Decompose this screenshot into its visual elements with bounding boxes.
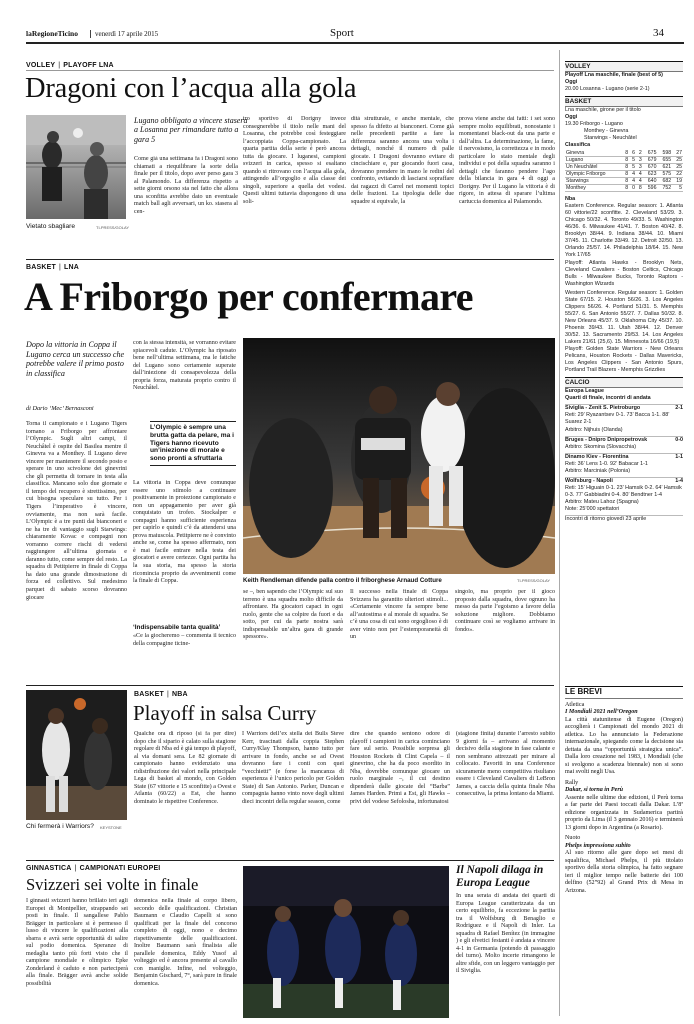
europa-league-label: Europa League xyxy=(565,388,604,395)
nba-west: Western Conference. Regular season: 1. Golden State 67/15. 2. Houston 56/26. 3. Los Angeles Clippers 56/26. 4. Portland 51/31. 5. Memphis 55/27. 6. San Antonio 55/27. 7. Dallas 50/32. 8. New Orleans 45/37. 9. Oklahoma City 45/37. 10. Phoenix 39/43. 11. Utah 38/44. 12. Denver 30/52. 13. Sacramento 29/53. 14. Los Angeles Lakers 21/61 (25,6). 15. Minnesota 16/66 (19,5) xyxy=(565,289,683,346)
team-stat: 596 xyxy=(643,184,658,191)
team-stat: 2 xyxy=(636,150,643,157)
match-teams: Bruges - Dnipro Dnipropetrovsk xyxy=(565,436,648,443)
nba-east: Eastern Conference. Regular season: 1. Atlanta 60 vittorie/22 sconfitte. 2. Cleveland 53/29. 3. Chicago 50/32. 4. Toronto 49/33. 5. Washington 46/36. 6. Milwaukee 41/41. 7. Boston 40/42. 8. Brooklyn 38/44. 9. Indiana 38/44. 10. Miami 37/45. 11. Charlotte 33/49. 12. Detroit 32/50. 13. Orlando 25/57. 14. Philadelphia 18/64. 15. New York 17/65 xyxy=(565,203,683,259)
team-stat: 19 xyxy=(672,177,683,184)
match-3-referee: Arbitro: Marciniak (Polonia) xyxy=(565,467,631,474)
article2-col1: Torna il campionato e i Lugano Tigers tornano a Friborgo per affrontare l’Olympic. Sugli altri campi, il Neuchâtel è ospite del Basilea mentre il Ginevra va a Monthey. Il Lugano deve vincere per mantenere il secondo posto e sperare in uno scivolone dei ginevrini che gli permetta di tornare in testa alla classifica. Mancano solo due giornate e il tempo del recupero è strettissimo, per cui bisogna speculare su tutto. Per i Tigers l’imperativo è vincere, ovviamente, ma non sarà facile. L’Olympic è a tre punti dai bianconeri e ne ha tre di vantaggio sugli Starwings: chiaramente Kovac e compagni non vorranno correre rischi di vedersi raggiungere all’ultima giornata e daranno tutto, come sempre del resto. La squadra di Petitpierre in finale di Coppa ha dato una grande dimostrazione di forza ed collettivo. Sul medesimo parquet di sabato scorso dovranno giocare xyxy=(26,421,127,601)
nba-photo-image xyxy=(26,690,127,820)
match-4-notes: Note: 25’000 spettatori xyxy=(565,506,620,512)
team-name: Lugano xyxy=(565,156,622,163)
header-date: venerdì 17 aprile 2015 xyxy=(90,30,158,38)
article2-top-rule xyxy=(26,259,554,260)
article3-col1: Qualche ora di riposo (si fa per dire) dopo che il sipario è calato sulla stagione regolare di Nba ed è già tempo di playoff, al via domani sera. Le 82 giornate di campionato hanno evidenziato una ridistribuzione dei valori nella principale Lega di basket al mondo, con Golden State (67 vittorie e 15 sconfitte) a Ovest e Atlanta (60/22) a Est, che hanno dominato le rispettive Conference. xyxy=(134,731,236,805)
team-stat: 8 xyxy=(622,163,629,170)
article1-title: Dragoni con l’acqua alla gola xyxy=(25,73,357,104)
basket-subheader: Lna maschile, girone per il titolo xyxy=(565,107,641,114)
team-stat: 623 xyxy=(643,170,658,177)
standings-label: Classifica xyxy=(565,142,591,149)
team-name: Ginevra xyxy=(565,150,622,157)
team-stat: 3 xyxy=(636,156,643,163)
article2-deck: Dopo la vittoria in Coppa il Lugano cerca un successo che potrebbe valere il primo posto in classifica xyxy=(26,340,125,378)
team-stat: 598 xyxy=(657,150,672,157)
article1-col4: prova viene anche dai fatti: i set sono sempre molto equilibrati, nonostante i momentanei black-out da una parte e dall’altra. La determinazione, la fame, il nervosismo, la correttezza e in modo particolare lo stato mentale degli individui e poi della squadra saranno i dettagli che faranno pendere l’ago della bilancia in gara 4 di oggi a Dorigny. Per il Lugano la vittoria è di rigore, in attesa di sparare l’ultima cartuccia domenica al Palamondo. xyxy=(459,116,555,206)
team-stat: 5 xyxy=(629,163,636,170)
brevi-3-category: Nuoto xyxy=(565,835,581,841)
match-score: 2-1 xyxy=(675,405,683,412)
return-legs: Incontri di ritorno giovedì 23 aprile xyxy=(565,515,683,523)
napoli-photo xyxy=(243,866,449,1018)
kicker-rule xyxy=(26,70,554,71)
volley-photo xyxy=(26,115,126,219)
team-stat: 6 xyxy=(629,150,636,157)
article2-col2a: con la stessa intensità, se vorranno evitare spiacevoli cadute. L’Olympic ha riposato bene nell’ultima settimana, ma le fatiche del Lugano sono certamente superate dall’iniezione di consapevolezza della propria forza, maturata proprio contro il Neuchâtel. xyxy=(133,340,236,392)
team-stat: 25 xyxy=(672,163,683,170)
article3-kicker: BASKET | NBA xyxy=(134,691,188,698)
team-stat: 8 xyxy=(622,177,629,184)
article1-col3: dità strutturale, e anche mentale, che spesso fa difetto ai bianconeri. Come già nelle precedenti partite a fare la differenza saranno ancora una volta i dettagli, nonché il numero di palle giocate. I Dragoni dovranno evitare di cincischiare e, pur giocando fuori casa, dovranno prendere in mano le redini del confronto, evitando di lasciarsi sopraffare dai ragazzi di Carrel nei momenti topici delle frazioni. La tipologia delle due squadre si equivale, la xyxy=(351,116,454,206)
team-stat: 27 xyxy=(672,150,683,157)
nba-photo-caption: Chi fermerà i Warriors? xyxy=(26,823,94,830)
kicker-category: BASKET xyxy=(134,691,164,698)
match-teams: Dinamo Kiev - Fiorentina xyxy=(565,453,629,460)
section-name: Sport xyxy=(330,27,354,39)
team-stat: 8 xyxy=(622,150,629,157)
volley-game: 20.00 Losanna - Lugano (serie 2-1) xyxy=(565,86,650,93)
masthead: laRegioneTicino xyxy=(26,29,78,38)
nba-label: Nba xyxy=(565,196,576,203)
article3-col2: I Warriors dell’ex stella dei Bulls Steve Kerr, trascinati dalla coppia Stephen Curry/Klay Thompson, hanno tutto per arrivare in fondo, anche se ad Ovest dovranno fare i conti con quei “vecchietti” (e forse la mancanza di esperienza è l’unico pericolo per Golden State) di San Antonio. Parker, Duncan e compagnia hanno vinto nove degli ultimi dieci incontri della regular season, come xyxy=(242,731,344,805)
volley-results-header: VOLLEY xyxy=(565,61,683,72)
team-stat: 4 xyxy=(636,177,643,184)
nba-photo-credit: KEYSTONE xyxy=(100,825,122,830)
standings-row xyxy=(565,184,683,191)
standings-row xyxy=(565,150,683,157)
basket-game-3: Starwings - Neuchâtel xyxy=(584,135,637,142)
nba-east-playoff: Playoff: Atlanta Hawks - Brooklyn Nets, Cleveland Cavaliers - Boston Celtics, Chicago Bulls - Milwaukee Bucks, Toronto Raptors - Washington Wizards xyxy=(565,259,683,287)
standings-table xyxy=(565,150,683,193)
team-stat: 22 xyxy=(672,170,683,177)
brevi-3-text: Al suo ritorno alle gare dopo sei mesi di squalifica, Michael Phelps, il più titolato sportivo della storia olimpica, ha fatto segnare ieri il miglior tempo nelle batterie dei 100 delfino (52”92) al Grand Prix di Mesa in Arizona. xyxy=(565,850,683,894)
team-stat: 0 xyxy=(629,184,636,191)
article4-kicker: GINNASTICA | CAMPIONATI EUROPEI xyxy=(26,865,161,872)
match-1-goals: Reti: 29’ Ryazantsev 0-1. 73’ Bacca 1-1. 88’ Suarez 2-1 xyxy=(565,412,670,426)
kicker-subcategory: CAMPIONATI EUROPEI xyxy=(79,865,161,872)
match-teams: Siviglia - Zenit S. Pietroburgo xyxy=(565,405,641,412)
results-sidebar xyxy=(565,58,683,523)
match-4-goals: Reti: 15’ Higuain 0-1. 23’ Hamsik 0-2. 64’ Hamsik 0-3. 77’ Gabbiadini 0-4. 80’ Bendtner 1-4 xyxy=(565,484,682,498)
match-2-referee: Arbitro: Skomina (Slovacchia) xyxy=(565,443,637,450)
article4-top-rule xyxy=(26,860,554,861)
kicker-subcategory: NBA xyxy=(172,691,188,698)
team-name: Monthey xyxy=(565,184,622,191)
team-stat: 4 xyxy=(636,170,643,177)
match-teams: Wolfsburg - Napoli xyxy=(565,477,613,484)
brevi-1-category: Atletica xyxy=(565,701,585,708)
brevi-2-text: Assente nelle ultime due edizioni, il Perù torna a far parte dei Paesi toccati dalla Dakar. L’8ª edizione organizzata in Sudamerica partirà proprio da Lima (il 3 gennaio 2016) e terminerà 13 giorni dopo in Argentina (a Rosario). xyxy=(565,794,683,831)
team-stat: 5 xyxy=(672,184,683,191)
basket-game-1: 19.30 Friborgo - Lugano xyxy=(565,121,623,128)
kicker-category: VOLLEY xyxy=(26,62,56,69)
article1-deck: Lugano obbligato a vincere stasera a Losanna per rimandare tutto a gara 5 xyxy=(134,116,248,144)
match-1 xyxy=(565,404,683,412)
column-divider xyxy=(559,50,560,1016)
basket-photo-caption: Keith Rendleman difende palla contro il friborghese Arnaud Cotture xyxy=(243,577,442,584)
standings-row xyxy=(565,156,683,163)
team-name: Olympic Friborgo xyxy=(565,170,622,177)
team-stat: 621 xyxy=(657,163,672,170)
article3-top-rule xyxy=(26,685,554,686)
nba-west-playoff: Playoff: Golden State Warriors - New Orleans Pelicans, Houston Rockets - Dallas Mavericks, Los Angeles Clippers - San Antonio Spurs, Portland Trail Blazers - Memphis Grizzlies xyxy=(565,346,683,374)
match-score: 1-4 xyxy=(675,477,683,484)
brevi-1-title: I Mondiali 2021 nell’Oregon xyxy=(565,709,638,715)
basket-photo xyxy=(243,338,555,574)
match-3-goals: Reti: 36’ Lens 1-0. 92’ Babacar 1-1 xyxy=(565,460,648,467)
team-stat: 640 xyxy=(643,177,658,184)
standings-row xyxy=(565,163,683,170)
kicker-category: BASKET xyxy=(26,264,56,271)
team-name: Starwings xyxy=(565,177,622,184)
article2-byline: di Dario ‘Mec’ Bernasconi xyxy=(26,405,94,412)
article2-col5: singolo, ma proprio per il gioco proposto dalla squadra, dove ognuno ha messo da parte l’egoismo a favore della soluzione migliore. Dobbiamo continuare così se vogliamo arrivare in fondo». xyxy=(455,589,555,633)
article3-col4: (stagione finita) durante l’arresto subito 9 giorni fa – arrivano al momento decisivo della stagione in fase calante e non sembrano attrezzati per mirare al collocato. Favoriti in una Conference sicuramente meno competitiva risultano essere i Cleveland Cavaliers di LeBron James, a caccia della quinta finale Nba consecutiva, la prima lontano da Miami. xyxy=(456,731,555,798)
team-stat: 8 xyxy=(622,156,629,163)
team-stat: 575 xyxy=(657,170,672,177)
basket-results-header: BASKET xyxy=(565,96,683,107)
team-stat: 679 xyxy=(643,156,658,163)
standings-row xyxy=(565,170,683,177)
brevi-2-title: Dakar, si torna in Perù xyxy=(565,787,624,793)
basket-photo-image xyxy=(243,338,555,574)
article5-title: Il Napoli dilaga in Europa League xyxy=(456,864,544,889)
europa-league-sub: Quarti di finale, incontri di andata xyxy=(565,395,651,402)
brevi-3-title: Phelps impressiona subito xyxy=(565,842,631,849)
basket-oggi: Oggi xyxy=(565,114,578,121)
brevi-1-text: La città statunitense di Eugene (Oregon) accoglierà i Campionati del mondo 2021 di atletica. Lo ha annunciato la Federazione internazionale, spiegando come la decisione sia dettata da una “opportunità strategica unica”. Dalla loro creazione nel 1983, i Mondiali (che si svolgono a scadenza biennale) non si sono mai svolti negli Usa. xyxy=(565,716,683,775)
brevi-header: LE BREVI xyxy=(565,686,683,699)
basket-photo-credit: TI-PRESS/GOLAY xyxy=(517,578,551,583)
volley-photo-caption: Vietato sbagliare xyxy=(26,223,75,230)
napoli-photo-image xyxy=(243,866,449,1018)
article4-title: Svizzeri sei volte in finale xyxy=(26,875,199,894)
team-stat: 3 xyxy=(636,163,643,170)
header-rule xyxy=(26,42,684,44)
match-4-referee: Arbitro: Mateu Lahoz (Spagna) xyxy=(565,498,639,505)
standings-row xyxy=(565,177,683,184)
brevi-box xyxy=(565,686,683,895)
article2-col3: se –, ben sapendo che l’Olympic sul suo terreno è una squadra molto difficile da affrontare. Ha giocatori capaci in ogni ruolo, gente che sa colpire da fuori e da sotto, per cui da parte nostra sarà indispensabile un’altra gara di grande spessore». xyxy=(243,589,343,641)
article2-col2b: La vittoria in Coppa deve comunque essere uno stimolo a continuare positivamente in proiezione campionato e non un appagamento per aver già conquistato un trofeo. Stockalper e compagni hanno sufficiente esperienza per capirlo e quindi c’è da attendersi una prova maiuscola. Petitpierre ne è convinto anche se, come ha spesso affermato, non è mai facile entrare nella testa dei giocatori e avere certezze. Ogni partita ha la sua storia, ma spesso la storia ricomincia proprio da avvenimenti come la finale di Coppa. xyxy=(133,480,236,585)
team-stat: 752 xyxy=(657,184,672,191)
article2-col4: Il successo nella finale di Coppa Svizzera ha garantito ulteriori stimoli... «Certamente vincere fa sempre bene all’autostima e al morale di squadra. Se c’è una cosa di cui sono orgoglioso è di aver vinto non per l’estemporaneità di un xyxy=(350,589,448,641)
team-stat: 655 xyxy=(657,156,672,163)
team-stat: 682 xyxy=(657,177,672,184)
team-stat: 8 xyxy=(622,184,629,191)
team-name: Un Neuchâtel xyxy=(565,163,622,170)
article5-col1: In una serata di andata dei quarti di Europa League caratterizzata da un certo equilibrio, fa eccezione la partita tra il Wolfsburg di Benaglio e Rodriguez e il Napoli di Inler. La squadra di Rafael Benítez (in immagine ) e gli elvetici festanti è andata a vincere 4-1 in Germania (potendo di passaggio del turno). Molto incerte rimangono le altre sfide, con un leggero vantaggio per il Siviglia. xyxy=(456,893,555,975)
volley-photo-credit: TI-PRESS/GOLAY xyxy=(96,225,130,230)
kicker-subcategory: LNA xyxy=(64,264,80,271)
team-stat: 8 xyxy=(622,170,629,177)
match-3 xyxy=(565,453,683,461)
team-stat: 8 xyxy=(636,184,643,191)
article2-title: A Friborgo per confermare xyxy=(24,274,473,319)
kicker-subcategory: PLAYOFF LNA xyxy=(63,62,114,69)
team-stat: 4 xyxy=(629,177,636,184)
calcio-results-header: CALCIO xyxy=(565,377,683,388)
article4-col2: domenica nella finale al corpo libero, secondo delle qualificazioni. Christian Baumann e Claudio Capelli si sono qualificati per la finale del concorso completo di oggi, nono e decimo rispettivamente delle qualificazioni. Inoltre Baumann sarà finalista alle parallele domenica, Eddy Yusof al volteggio ed è ancora presente al cavallo con maniglie. Infine, nel volteggio, Benjamin Gischard, 7°, sarà pure in finale domenica. xyxy=(134,898,237,988)
brevi-2-category: Rally xyxy=(565,779,579,786)
article2-col2c: «Ce la giocheremo – commenta il tecnico della compagine ticine- xyxy=(133,633,236,647)
team-stat: 5 xyxy=(629,156,636,163)
article1-col2: tro sportivo di Dorigny invece consegnerebbe il titolo nelle mani del Losanna, che potrebbe così festeggiare l’accoppiata Coppa-campionato. La quarta partita della serie è però ancora tutta da giocare. I luganesi, campioni svizzeri in carica, spesso si esaltano quando si ritrovano con l’acqua alla gola, attingendo all’orgoglio e alla classe dei singoli, superiore a quella dei vodesi. Questi ultimi tuttavia dispongono di una soli- xyxy=(243,116,346,206)
match-2 xyxy=(565,436,683,444)
article2-pullquote: L’Olympic è sempre una brutta gatta da pelare, ma i Tigers hanno ricevuto un’iniezione di morale e sono pronti a sfruttarla xyxy=(150,421,236,466)
kicker-category: GINNASTICA xyxy=(26,865,72,872)
article4-col1: I ginnasti svizzeri hanno brillato ieri agli Europei di Montpellier, strappando sei posti in finale. Il sangallese Pablo Brägger in particolare si è permesso il lusso di vincere le qualificazioni alla sbarra e avrà serie opportunità di salire sul podio domenica. Speranze di medaglia tanto più forti visto che il campione mondiale e olimpico Epke Zonderland è caduto e non parteciperà alla finale. Brägger avrà anche solide possibilità xyxy=(26,898,128,988)
article2-subhead: ‘Indispensabile tanta qualità’ xyxy=(133,624,221,631)
match-1-referee: Arbitro: Nijhuis (Olanda) xyxy=(565,426,623,433)
article2-kicker: BASKET | LNA xyxy=(26,264,80,271)
volley-photo-image xyxy=(26,115,126,219)
article3-col3: dire che quando sentono odore di playoff i campioni in carica cominciano fare sul serio. Possibile sorpresa gli Houston Rockets di Clint Capela – il ginevrino, che ha da poco esordito in Nba, dovrebbe comunque giocare un ruolo marginale –, il cui destino dipenderà dalle giocate del “Barba” James Harden. Primi a Est, gli Hawks – privi del vodese Sefolosha, infortunatosi xyxy=(350,731,450,805)
match-4 xyxy=(565,477,683,485)
match-score: 1-1 xyxy=(675,453,683,460)
volley-oggi: Oggi xyxy=(565,79,578,86)
match-score: 0-0 xyxy=(675,436,683,443)
basket-game-2: Monthey - Ginevra xyxy=(584,128,629,135)
team-stat: 25 xyxy=(672,156,683,163)
article3-title: Playoff in salsa Curry xyxy=(133,701,317,725)
team-stat: 670 xyxy=(643,163,658,170)
team-stat: 4 xyxy=(629,170,636,177)
team-stat: 675 xyxy=(643,150,658,157)
article1-kicker: VOLLEY | PLAYOFF LNA xyxy=(26,62,114,69)
nba-photo xyxy=(26,690,127,820)
article1-col1: Come già una settimana fa i Dragoni sono chiamati a riequilibrare la sorte della finale per il titolo, dopo aver perso gara 3 al Palamondo. La differenza rispetto a sette giorni orsono sta nel fatto che allora una sconfitta avrebbe dato un eventuale match ball agli avversari, un ko. stasera al cen- xyxy=(134,156,238,215)
page-number: 34 xyxy=(653,27,664,39)
volley-subheader: Playoff Lna maschile, finale (best of 5) xyxy=(565,72,663,79)
